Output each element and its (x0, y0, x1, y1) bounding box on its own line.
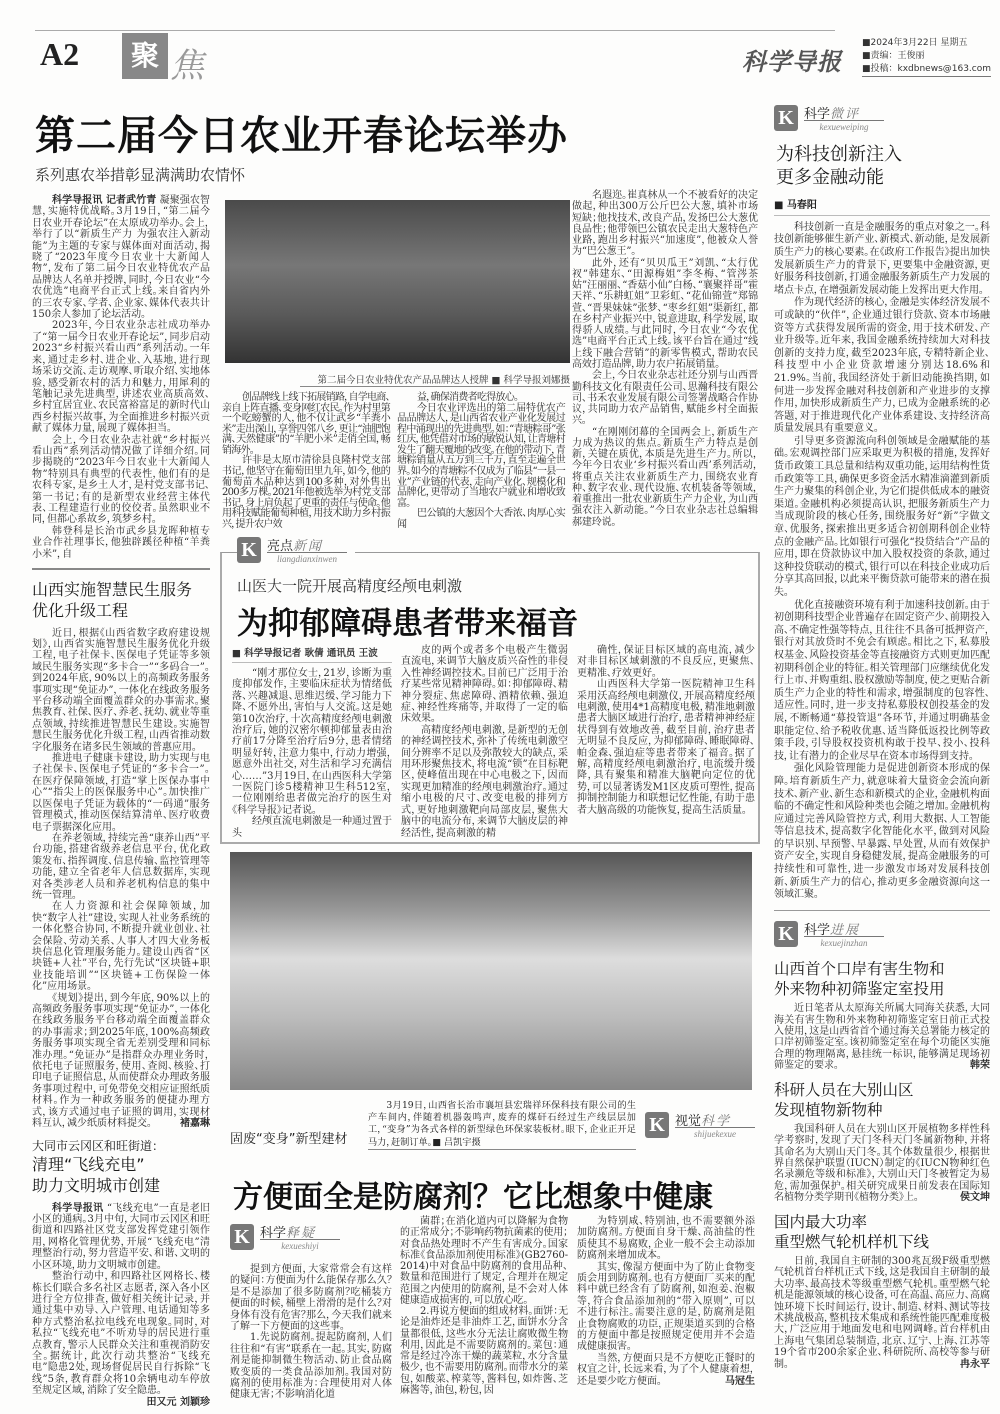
section-logo-liangdian (237, 535, 355, 567)
paragraph-text: 经颅直流电刺激是一种通过置于头 (232, 816, 392, 839)
progress-1-body (774, 1003, 990, 1071)
main-col-2 (222, 393, 390, 530)
paragraph-text: 许非是太原市清徐县良隆村党支部书记，他坚守在葡萄田里九年，如今，他的葡萄苗木品种达到100多种，对外售出200多万棵。2021年他被选举为村党支部书记，身上肩负起了更重的责任与使命。他用科技赋能葡萄种植，用技术助力乡村振兴，提升农户效 (222, 455, 390, 530)
paragraph (577, 1216, 755, 1262)
paragraph (32, 628, 210, 753)
paragraph-text: 近日笔者从太原海关所属大同海关获悉，大同海关有害生物和外来物种初筛鉴定室日前正式投入使用，这是山西省首个通过海关总署能力核定的口岸初筛鉴定室。该初筛鉴定室在每个功能区实施合理的物理隔离，悬挂统一标识，能够满足现场初筛鉴定的要求。 (774, 1003, 990, 1072)
box-col-1 (232, 668, 392, 839)
main-col-4 (572, 190, 758, 528)
left2-body (32, 1202, 210, 1408)
masthead-rule (35, 30, 835, 31)
noodle-headline: 方便面全是防腐剂？它比想象中健康 (233, 1180, 713, 1215)
main-col-3-wrap (397, 393, 565, 531)
left2-article (32, 1129, 210, 1408)
paragraph (774, 436, 990, 600)
logo-label-2: 进展 (830, 922, 861, 938)
paragraph-text: 当然，方便面只是不方便吃正餐时的权宜之计，长远来看，为了个人健康着想，还是要少吃方便面。 (577, 1352, 755, 1387)
paragraph (401, 725, 568, 839)
page-number: A2 (40, 36, 80, 72)
paragraph (32, 753, 210, 833)
paragraph (32, 901, 210, 992)
paragraph (577, 679, 755, 816)
noodle-col-3-wrap (577, 1216, 755, 1408)
paragraph (32, 435, 210, 526)
paragraph (230, 1332, 392, 1400)
paragraph (400, 1216, 568, 1306)
issue-info (862, 37, 991, 77)
headline-line: 国内最大功率 (774, 1212, 868, 1231)
headline-line: 清理“飞线充电” (32, 1155, 145, 1175)
paragraph (232, 816, 392, 839)
headline-line: 外来物种初筛鉴定室投用 (774, 979, 945, 998)
logo-label-2: 新闻 (293, 539, 324, 554)
box-col-3-wrap (577, 645, 755, 840)
paragraph-text: “飞线充电”一直是老旧小区的通病。3月中旬，大同市云冈区和旺街道和四路社区党支部发挥党建引领作用，网格化管理优势，开展“飞线充电”清理整治行动，努力营造平安、和谐、文明的小区环境，助力文明城市创建。 (32, 1202, 210, 1271)
review-headline (776, 143, 990, 190)
paragraph (32, 833, 210, 901)
paragraph-text: 2023年，今日农业杂志社成功举办了“第一届今日农业开春论坛”，同步启动2023“乡村振兴看山西”系列活动。一年来，通过走乡村、进企业、入基地，进行现场采访交流、走访观摩、听取介绍、实地体验，感受新农村的活力和魅力，用犀利的笔触记录先进典型，讲述农业高质高效、乡村宜居宜业、农民富裕富足的新时代山西乡村振兴故事，为全面推进乡村振兴贡献了媒体力量，展现了媒体担当。 (32, 320, 210, 435)
noodle-col-2-wrap (400, 1216, 568, 1408)
paragraph (577, 1262, 755, 1353)
logo-label-2: 科学 (701, 1114, 732, 1129)
main-col-3 (397, 393, 565, 530)
paragraph-text: 2.再说方便面的组成材料。面饼：无论是油炸还是非油炸工艺，面饼水分含量都很低，这些水分无法让腐败微生物利用，因此是不需要防腐剂的。菜包：通常是经过冷冻干燥的蔬菜粒，水分含量极少，也不需要用防腐剂。而带水分的菜包，如酸菜、榨菜等，酱料包，如炸酱、芝麻酱等，油包，粉包，因 (400, 1306, 568, 1396)
progress-3-headline (774, 1212, 990, 1252)
paragraph-text: 强化风险管理能力是促进创新资本形成的保障。培育新质生产力，就意味着大量资金会流向新技术、新产业、新生态和新模式的企业，金融机构面临的不确定性和风险种类也会随之增加。金融机构应通过完善风险管控方式，利用大数据、人工智能等信息技术，提高数字化智能化水平，做到对风险的早识别、早预警、早暴露、早处置，从而有效保护资产安全，实现自身稳健发展，提高金融服务的可持续性和可靠性，进一步激发市场对发展科技创新、新质生产力的信心，推动更多金融资源向这一领域汇聚。 (774, 763, 990, 901)
main-lead: 科学导报讯 记者武竹青 (52, 195, 157, 206)
headline-line: 助力文明城市创建 (32, 1175, 161, 1195)
main-col-1 (32, 195, 210, 560)
paragraph (774, 1124, 990, 1204)
box-col-2-wrap (401, 645, 568, 840)
paragraph (572, 427, 758, 528)
noodle-col-2 (400, 1216, 568, 1396)
paragraph (572, 370, 758, 426)
logo-label-2: 微评 (830, 107, 861, 122)
section-logo-shiyi (230, 1222, 342, 1254)
author: 褚嘉琳 (180, 1118, 210, 1130)
main-col-4-wrap (572, 190, 758, 531)
logo-label: 科学 (260, 1226, 287, 1241)
issue-editor: ■责编：王俊丽 (862, 51, 925, 61)
paragraph (774, 222, 990, 298)
paragraph-text: 整治行动中，和四路社区网格长、楼栋长们联合多名社区志愿者，深入各小区进行全方位排查，做好相关统计记录，并通过集中劝导、入户管理、电话通知等多种方式整治私拉电线充电现象。同时，对私拉“飞线充电”不听劝导的居民进行重点教育，警示人民群众关注和重视消防安全。据统计，此次行动共整治“飞线充电”隐患2处，现场督促居民自行拆除“飞线”5条，教育群众将10余辆电动车停放至规定区域，消除了安全隐患。 (32, 1271, 210, 1397)
paragraph-text: 我国科研人员在大别山区开展植物多样性科学考察时，发现了天门冬科天门冬属新物种，并将其命名为大别山天门冬。其个体数量很少，根据世界自然保护联盟（IUCN）制定的《IUCN物种红色名录濒危等级和标准》，大别山天门冬被暂定为易危，需加强保护。相关研究成果日前发表在国际知名植物分类学期刊《植物分类》上。 (774, 1123, 990, 1204)
author: 侯文坤 (960, 1192, 990, 1204)
paragraph (572, 190, 758, 258)
left-column (32, 195, 210, 1407)
paragraph-text: 会上，今日农业杂志社还分别与山西晋勤科技文化有限责任公司、思瀚科技有限公司、书禾农业发展有限公司签署战略合作协议，共同助力农产品销售，赋能乡村全面振兴。 (572, 370, 758, 427)
paragraph (32, 195, 210, 320)
section-logo-jinzhan (774, 919, 886, 951)
review-body (774, 222, 990, 902)
paragraph (232, 668, 392, 816)
paragraph-text: 高精度经颅电刺激，是新型的无创的神经调控技术，弥补了传统电刺激空间分辨率不足以及弥散较大的缺点，采用环形聚焦技术，将电流“锁”在目标靶区，使峰值出现在中心电极之下，因而实现更加精准的经颅电刺激治疗。通过缩小电极的尺寸、改变电极的排列方式，更好地刺激靶向局部皮层，聚焦大脑中的电流分布，来调节大脑皮层的神经活性，提高刺激的精 (401, 724, 568, 839)
paragraph (397, 404, 565, 510)
logo-pinyin: kexueshiyi (260, 1239, 340, 1251)
noodle-col-1-wrap (230, 1216, 392, 1408)
paragraph-text: 在人力资源和社会保障领域，加快“数字人社”建设，实现人社业务系统的一体化整合协同，不断提升就业创业、社会保险、劳动关系、人事人才四大业务板块信息化管理服务能力。建设山西省“区块链+人社”平台，先行先试“区块链+职业技能培训”“区块链+工伤保险一体化”应用场景。 (32, 901, 210, 993)
paragraph-text: 今日农业评选出的第二届特优农产品品牌达人，是山西省农业产业化发展过程中涌现出的先进典型。如：“青塘粽哥”张红庆，他凭借对市场的敏锐认知，让青塘村发生了翻天覆地的改变。在他的带动下，青塘粽销量从五万到三千万，直至走遍全世界。如今的青塘粽不仅成为了临县“一县一业”产业链的代表，走向产业化、规模化和品牌化，更带动了当地农户就业和增收致富。 (397, 402, 565, 509)
box-col-2 (401, 645, 568, 839)
progress-3-body (774, 1256, 990, 1370)
paragraph (577, 1353, 755, 1387)
main-col-2-wrap (222, 393, 390, 531)
headline-line: 科研人员在大别山区 (774, 1080, 914, 1099)
main-photo (225, 200, 570, 363)
paragraph-text: 优化直接融资环境有利于加速科技创新。由于初创期科技型企业普遍存在固定资产少、前期投入高、不确定性强等特点，且往往不具备可抵押资产，银行对其放贷时不免会有顾虑。相比之下，私募股权基金、风险投资基金等直接融资方式则更加匹配初期科创企业的特征。相关管理部门应继续优化发行上市、并购重组、股权激励等制度，使之更贴合新质生产力企业的特性和需求，增强制度的包容性、适应性。同时，进一步支持私募股权创投基金的发展，不断畅通“募投管退”各环节，并通过明确基金职能定位、给予税收优惠、适当降低返投比例等政策手段，引导股权投资机构敢于投早、投小、投科技，让有潜力的企业尽早在资本市场得到支持。 (774, 599, 990, 762)
paragraph (774, 297, 990, 436)
box-headline: 为抑郁障碍患者带来福音 (237, 606, 578, 642)
logo-pinyin: shijuekexue (675, 1127, 755, 1139)
paper-logo: 科学导报 (742, 47, 842, 76)
headline-line: 发现植物新物种 (774, 1100, 883, 1119)
paragraph-text: 菌群；在消化道内可以降解为食物的正常成分；不影响药物抗菌素的使用；对食品热处理时不产生有害成分。国家标准《食品添加剂使用标准》(GB2760-2014)中对食品中防腐剂的食用品种、数量和范围进行了规定，合理并在规定范围之内使用的防腐剂，是不会对人体健康造成损害的，可以放心吃。 (400, 1216, 568, 1306)
paragraph-text: 益，确保消费者吃得放心。 (417, 392, 519, 403)
headline-line: 为科技创新注入 (776, 144, 902, 165)
section-char-2: 焦 (170, 46, 204, 86)
paragraph-text: 推进电子健康卡建设，助力实现与电子社保卡、医保电子凭证的“多卡合一”。在医疗保障领域，打造“掌上医保办事中心”“指尖上的医保服务中心”。加快推广以医保电子凭证为载体的“一码通”服务管理模式，推动医保结算清单、医疗收费电子票据深化应用。 (32, 753, 210, 833)
logo-pinyin: kexueweiping (804, 120, 884, 132)
paragraph (32, 1203, 210, 1271)
noodle-col-1 (230, 1264, 392, 1401)
logo-pinyin: kexuejinzhan (804, 936, 884, 948)
main-headline: 第二届今日农业开春论坛举办 (35, 113, 568, 159)
progress-2-body (774, 1124, 990, 1204)
section-logo-weiping (774, 103, 886, 135)
headline-line: 优化升级工程 (32, 600, 129, 620)
paragraph (400, 1306, 568, 1396)
box-col-3 (577, 645, 755, 816)
factory-photo (230, 852, 752, 1090)
paragraph-text: 日前，我国自主研制的300兆瓦级F级重型燃气轮机首台样机正式下线，这是我国自主研制的最大功率、最高技术等级重型燃气轮机。重型燃气轮机是能源领域的核心设备，可在高温、高应力、高腐蚀环境下长时间运行，设计、制造、材料、测试等技术挑战极高，整机技术集成和系统性能匹配难度极大，广泛应用于地面发电和电网调峰。首台样机由上海电气集团总装制造，北京、辽宁、上海、江苏等19个省市200余家企业、科研院所、高校等参与研制。 (774, 1255, 990, 1370)
noodle-col-3 (577, 1216, 755, 1387)
headline-line: 更多金融动能 (776, 167, 884, 189)
logo-label: 科学 (804, 922, 831, 938)
paragraph-text: 会上，今日农业杂志社就“乡村振兴看山西”系列活动情况做了详细介绍。同步揭晓的“2023年今日农业十大新闻人物”特别具有典型的代表性，他们有的是农科专家，是乡土人才，是村党支部书记、第一书记；有的是新型农业经营主体代表、工程建造行业的佼佼者。虽然职业不同，但都心系故乡，筑梦乡村。 (32, 434, 210, 526)
paragraph-text: 科技创新一直是金融服务的重点对象之一。科技创新能够催生新产业、新模式、新动能，是发展新质生产力的核心要素。在《政府工作报告》提出加快发展新质生产力的背景下，更要集中金融资源，更好服务科技创新，打通金融服务新质生产力发展的堵点卡点，在增强新发展动能上发挥出更大作用。 (774, 221, 990, 296)
issue-date: ■2024年3月22日 星期五 (862, 38, 968, 48)
paragraph-text: 巴公镇的大葱因个大香浓、肉厚心实闻 (397, 508, 565, 530)
paragraph-text: 确性，保证目标区域的高电流，减少对非目标区域刺激的不良反应，更聚焦、更精准、疗效更好。 (577, 645, 755, 679)
box-col-1-wrap (232, 645, 392, 840)
paragraph-text: “在刚刚闭幕的全国两会上，新质生产力成为热议的焦点。新质生产力特点是创新，关键在质优，本质是先进生产力。所以，今年今日农业‘乡村振兴看山西’系列活动，将重点关注农业新质生产力，围绕农业育种、数字农业、现代设施、农机装备等领域，着重推出一批农业新质生产力企业，为山西强农注入新动能。”今日农业杂志社总编辑郝建玲说。 (572, 426, 758, 528)
logo-pinyin: liangdianxinwen (267, 552, 347, 564)
paragraph-text: 1.先说防腐剂。提起防腐剂，人们往往和“有害”联系在一起。其实，防腐剂是能抑制微生物活动、防止食品腐败变质的一类食品添加剂。我国对防腐剂的使用标准为：合理使用对人体健康无害；不影响消化道 (230, 1332, 392, 1401)
paragraph (577, 645, 755, 679)
paragraph-text: 其实，像湿方便面中为了防止食物变质会用到防腐剂。也有方便面厂买来的配料中就已经含有了防腐剂，如泡姜、泡椒等，符合食品添加剂的“带入原则”，可以不进行标注。需要注意的是，防腐剂是阻止食物腐败的功臣，正规渠道买到的合格的方便面中都是按照规定使用并不会造成健康损害。 (577, 1261, 755, 1353)
k-logo-icon: K (645, 1112, 669, 1138)
author: 冉永平 (960, 1358, 990, 1370)
author: 马冠生 (725, 1375, 755, 1387)
left1-body (32, 628, 210, 1130)
progress-1-headline (774, 959, 990, 999)
k-logo-icon: K (774, 921, 798, 947)
issue-contact[interactable]: ■投稿：kxdbnews@163.com (862, 63, 991, 77)
headline-line: 重型燃气轮机样机下线 (774, 1232, 930, 1251)
paragraph (572, 258, 758, 371)
paragraph (774, 1256, 990, 1370)
paragraph-text: “刚才那位女士，21岁，诊断为重度抑郁发作，主要临床症状为情绪低落、兴趣减退、思维迟缓、学习能力下降、不愿外出，害怕与人交流。这是她第10次治疗，十次高精度经颅电刺激治疗后，她的汉密尔顿抑郁量表由治疗前17分降至治疗后9分，患者情绪明显好转，注意力集中，行动力增强，愿意外出社交，对生活和学习充满信心……”3月19日，在山西医科大学第一医院门诊5楼精神卫生科512室，一位刚刚给患者做完治疗的医生对《科学导报》记者说。 (232, 668, 392, 816)
paragraph (397, 509, 565, 530)
paragraph (222, 393, 390, 456)
headline-line: 山西首个口岸有害生物和 (774, 959, 945, 978)
author: 韩荣 (970, 1060, 990, 1072)
divider (774, 910, 990, 911)
main-photo-caption: 第二届今日农业特优农产品品牌达人授牌 ■ 科学导报刘娜摄 (300, 372, 570, 387)
logo-label: 视觉 (675, 1114, 702, 1129)
main-subtitle: 系列惠农举措彰显满满助农情怀 (35, 166, 246, 184)
k-logo-icon: K (774, 105, 798, 131)
left2-headline (32, 1155, 210, 1197)
logo-label: 亮点 (267, 539, 294, 554)
paragraph (401, 645, 568, 725)
paragraph (32, 993, 210, 1130)
headline-line: 山西实施智慧民生服务 (32, 580, 193, 599)
paragraph-text: 皮的两个或者多个电极产生微弱直流电，来调节大脑皮质兴奋性的非侵入性神经调控技术。目前已广泛用于治疗某些常见精神障碍。如：抑郁障碍、精神分裂症、焦虑障碍、酒精依赖、强迫症、神经性疼痛等，并取得了一定的临床效果。 (401, 645, 568, 725)
paragraph (32, 320, 210, 434)
paragraph (230, 1264, 392, 1332)
paragraph (774, 1003, 990, 1071)
paragraph (774, 600, 990, 764)
progress-2-headline (774, 1080, 990, 1120)
k-logo-icon: K (230, 1224, 254, 1250)
left2-kicker: 大同市云冈区和旺街道： (32, 1139, 165, 1154)
paragraph-text: 此外，还有“贝贝瓜王”刘凯、“太行优衩”韩建东、“田源梅姐”李冬梅、“管涔茶姑”汪丽丽、“香菇小仙”白杨、“襄聚祥哥”霍天祥、“乐耕虹姐”卫彩虹、“花仙锦萱”郑锦萱、“晋果妹妹”张梦、“枣乡红姐”渠新红，都在乡村产业振兴中，锐意进取，科学发展，取得骄人成绩。与此同时，今日农业“今农优选”电商平台正式上线。该平台旨在通过“线上线下融合营销”的新零售模式，帮助农民高效打造品牌，助力农户拓展销量。 (572, 257, 758, 370)
paragraph-text: 创品牌线上线下拓展销路，自学电商、亲自上阵直播、变身网红农民。作为村里第一个吃螃蟹的人，他不仅让武乡“羊粪小米”走出深山，享誉四邻八乡，更让“油肥饱满、天然健康”的“羊肥小米”走俏全国，畅销海外。 (222, 392, 390, 456)
author: 田又元 刘颖珍 (146, 1396, 210, 1408)
logo-label-2: 释疑 (286, 1226, 317, 1241)
left1-headline (32, 580, 210, 622)
paragraph-text: 提到方便面，大家常常会有这样的疑问：方便面为什么能保存那么久？是不是添加了很多防腐剂？吃桶装方便面的时候，桶壁上滑滑的是什么？对身体有没有危害？那么，今天我们就来了解一下方便面的这些事。 (230, 1264, 392, 1333)
paragraph-text: 韩登科是长治市武乡县龙晖种植专业合作社理事长，他独辟蹊径种植“羊粪小米”，自 (32, 525, 210, 560)
paragraph (32, 1271, 210, 1408)
box-byline: ■ 科学导报记者 耿倩 通讯员 王波 (232, 645, 392, 663)
paragraph-text: 为特别咸、特别油，也不需要额外添加防腐剂。方便面自身干燥、高油盐的性质使其不易腐败，企业一般不会主动添加防腐剂来增加成本。 (577, 1216, 755, 1262)
paragraph-text: 引导更多资源流向科创领域是金融赋能的基础。宏观调控部门应采取更为积极的措施，发挥好货币政策工具总量和结构双重功能，运用结构性货币政策等工具，确保更多资金活水精准滴灌到新质生产力聚集的科创企业，为它们提供低成本的融资渠道。金融机构必须提高认识，把服务新质生产力当成现阶段的核心任务，围绕服务好“新”字做文章、优服务，探索推出更多适合初创期科创企业特点的金融产品。比如银行可强化“投贷结合”产品的应用，即在贷款协议中加入股权投资的条款，通过这种投贷联动的模式，银行可以在科技企业成功后分享其高回报，以此来平衡贷款可能带来的潜在损失。 (774, 435, 990, 598)
paragraph-text: 山西医科大学第一医院精神卫生科采用沃高经颅电刺激仪，开展高精度经颅电刺激，使用4*1高精度电极，精准地刺激患者大脑区域进行治疗，患者精神神经症状得到有效地改善，截至目前，治疗患者无明显不良反应，为抑郁障碍、睡眠障碍、帕金森、强迫症等患者带来了福音。据了解，高精度经颅电刺激治疗，电流缓升缓降，具有聚集和精准大脑靶向定位的优势，可以显著诱发M1区皮质可塑性，提高抑制控制能力和联想记忆性能，有助于患者大脑高级的功能恢复，提高生活质量。 (577, 679, 755, 816)
right-column (774, 103, 990, 1408)
paragraph (32, 526, 210, 560)
paragraph-text: 名遐迩。崔真林从一个不被看好的决定做起，种出300万公斤巴公大葱，填补市场短缺；他找技术，改良产品，发扬巴公大葱优良品性；他带领巴公镇农民走出大葱特色产业路，跑出乡村振兴“加速度”，他被众人誉为“巴公葱王”。 (572, 190, 758, 258)
paragraph (774, 763, 990, 902)
paragraph (222, 456, 390, 530)
paragraph-text: 作为现代经济的核心，金融是实体经济发展不可或缺的“伙伴”，企业通过银行贷款、资本市场融资等方式获得发展所需的资金，用于技术研发、产业升级等。近年来，我国金融系统持续加大对科技创新的支持力度，截至2023年底，专精特新企业、科技型中小企业贷款增速分别达18.6%和21.9%。当前，我国经济处于新旧动能换挡期，如何进一步发挥金融对科技创新和产业进步的支撑作用，加快形成新质生产力，已成为金融系统的必答题，对于推进现代化产业体系建设、支持经济高质量发展具有重要意义。 (774, 297, 990, 435)
section-char-1: 聚 (122, 33, 168, 79)
review-author: ■ 马春阳 (774, 196, 990, 216)
section-logo-shijue (645, 1110, 757, 1142)
left2-lead: 科学导报讯 (52, 1202, 104, 1214)
paragraph-text: 近日，根据《山西省数字政府建设规划》，山西省实施智慧民生服务优化升级工程，电子社保卡、医保电子凭证等多领域民生服务实现“多卡合一”“多码合一”。到2024年底，90%以上的高频政务服务事项实现“免证办”，一体化在线政务服务平台移动端全面覆盖群众的办事需求。聚焦教育、社保、医疗、养老、抚幼、就业等重点领域，持续推进智慧民生建设。实施智慧民生服务优化升级工程，山西省推动数字化服务在诸多民生领域的普惠应用。 (32, 627, 210, 753)
divider (32, 568, 210, 570)
paragraph-text: 《规划》提出，到今年底，90%以上的高频政务服务事项实现“免证办”，一体化在线政务服务平台移动端全面覆盖群众的办事需求；到2025年底，100%高频政务服务事项实现全省无差别受理和同标准办理。“免证办”是指群众办理业务时，依托电子证照服务，使用、查阅、核验、打印电子证照信息，从而使群众办理政务服务事项过程中，可免带免交相应证照纸质材料。作为一种政务服务的便捷办理方式，该方式通过电子证照的调用，实现材料互认，减少纸质材料提交。 (32, 992, 210, 1130)
visual-title: 固废“变身”新型建材 (230, 1132, 348, 1147)
paragraph-text: 凝聚强农智慧，实施特优战略。3月19日，“第二届今日农业开春论坛”在太原成功举办。会上，举行了以“新质生产力 为强农注入新动能”为主题的专家与媒体面对面活动，揭晓了“2023年度今日农业十大新闻人物”，发布了第二届今日农业特优农产品品牌达人名单并授牌，同时，今日农业“今农优选”电商平台正式上线。来自省内外的三农专家、学者、企业家、媒体代表共计150余人参加了论坛活动。 (32, 195, 211, 321)
k-logo-icon: K (237, 537, 261, 563)
box-subtitle: 山医大一院开展高精度经颅电刺激 (237, 577, 463, 595)
paragraph-text: 在养老领域，持续完善“康养山西”平台功能，搭建省级养老信息平台，优化政策发布、指挥调度、信息传输、监控管理等功能，建立全省老年人信息数据库，实现对各类涉老人员和养老机构信息的集中统一管理。 (32, 832, 210, 901)
logo-label: 科学 (804, 107, 831, 122)
visual-caption: 3月19日，山西省长治市襄垣县宏瑞祥环保科技有限公司的生产车间内，伴随着机器轰鸣声，废弃的煤矸石经过生产线层层加工，“变身”为各式各样的新型绿色环保家装板材。眼下，企业正开足马力，赶制订单。■ 吕凯宇摄 (368, 1100, 636, 1150)
